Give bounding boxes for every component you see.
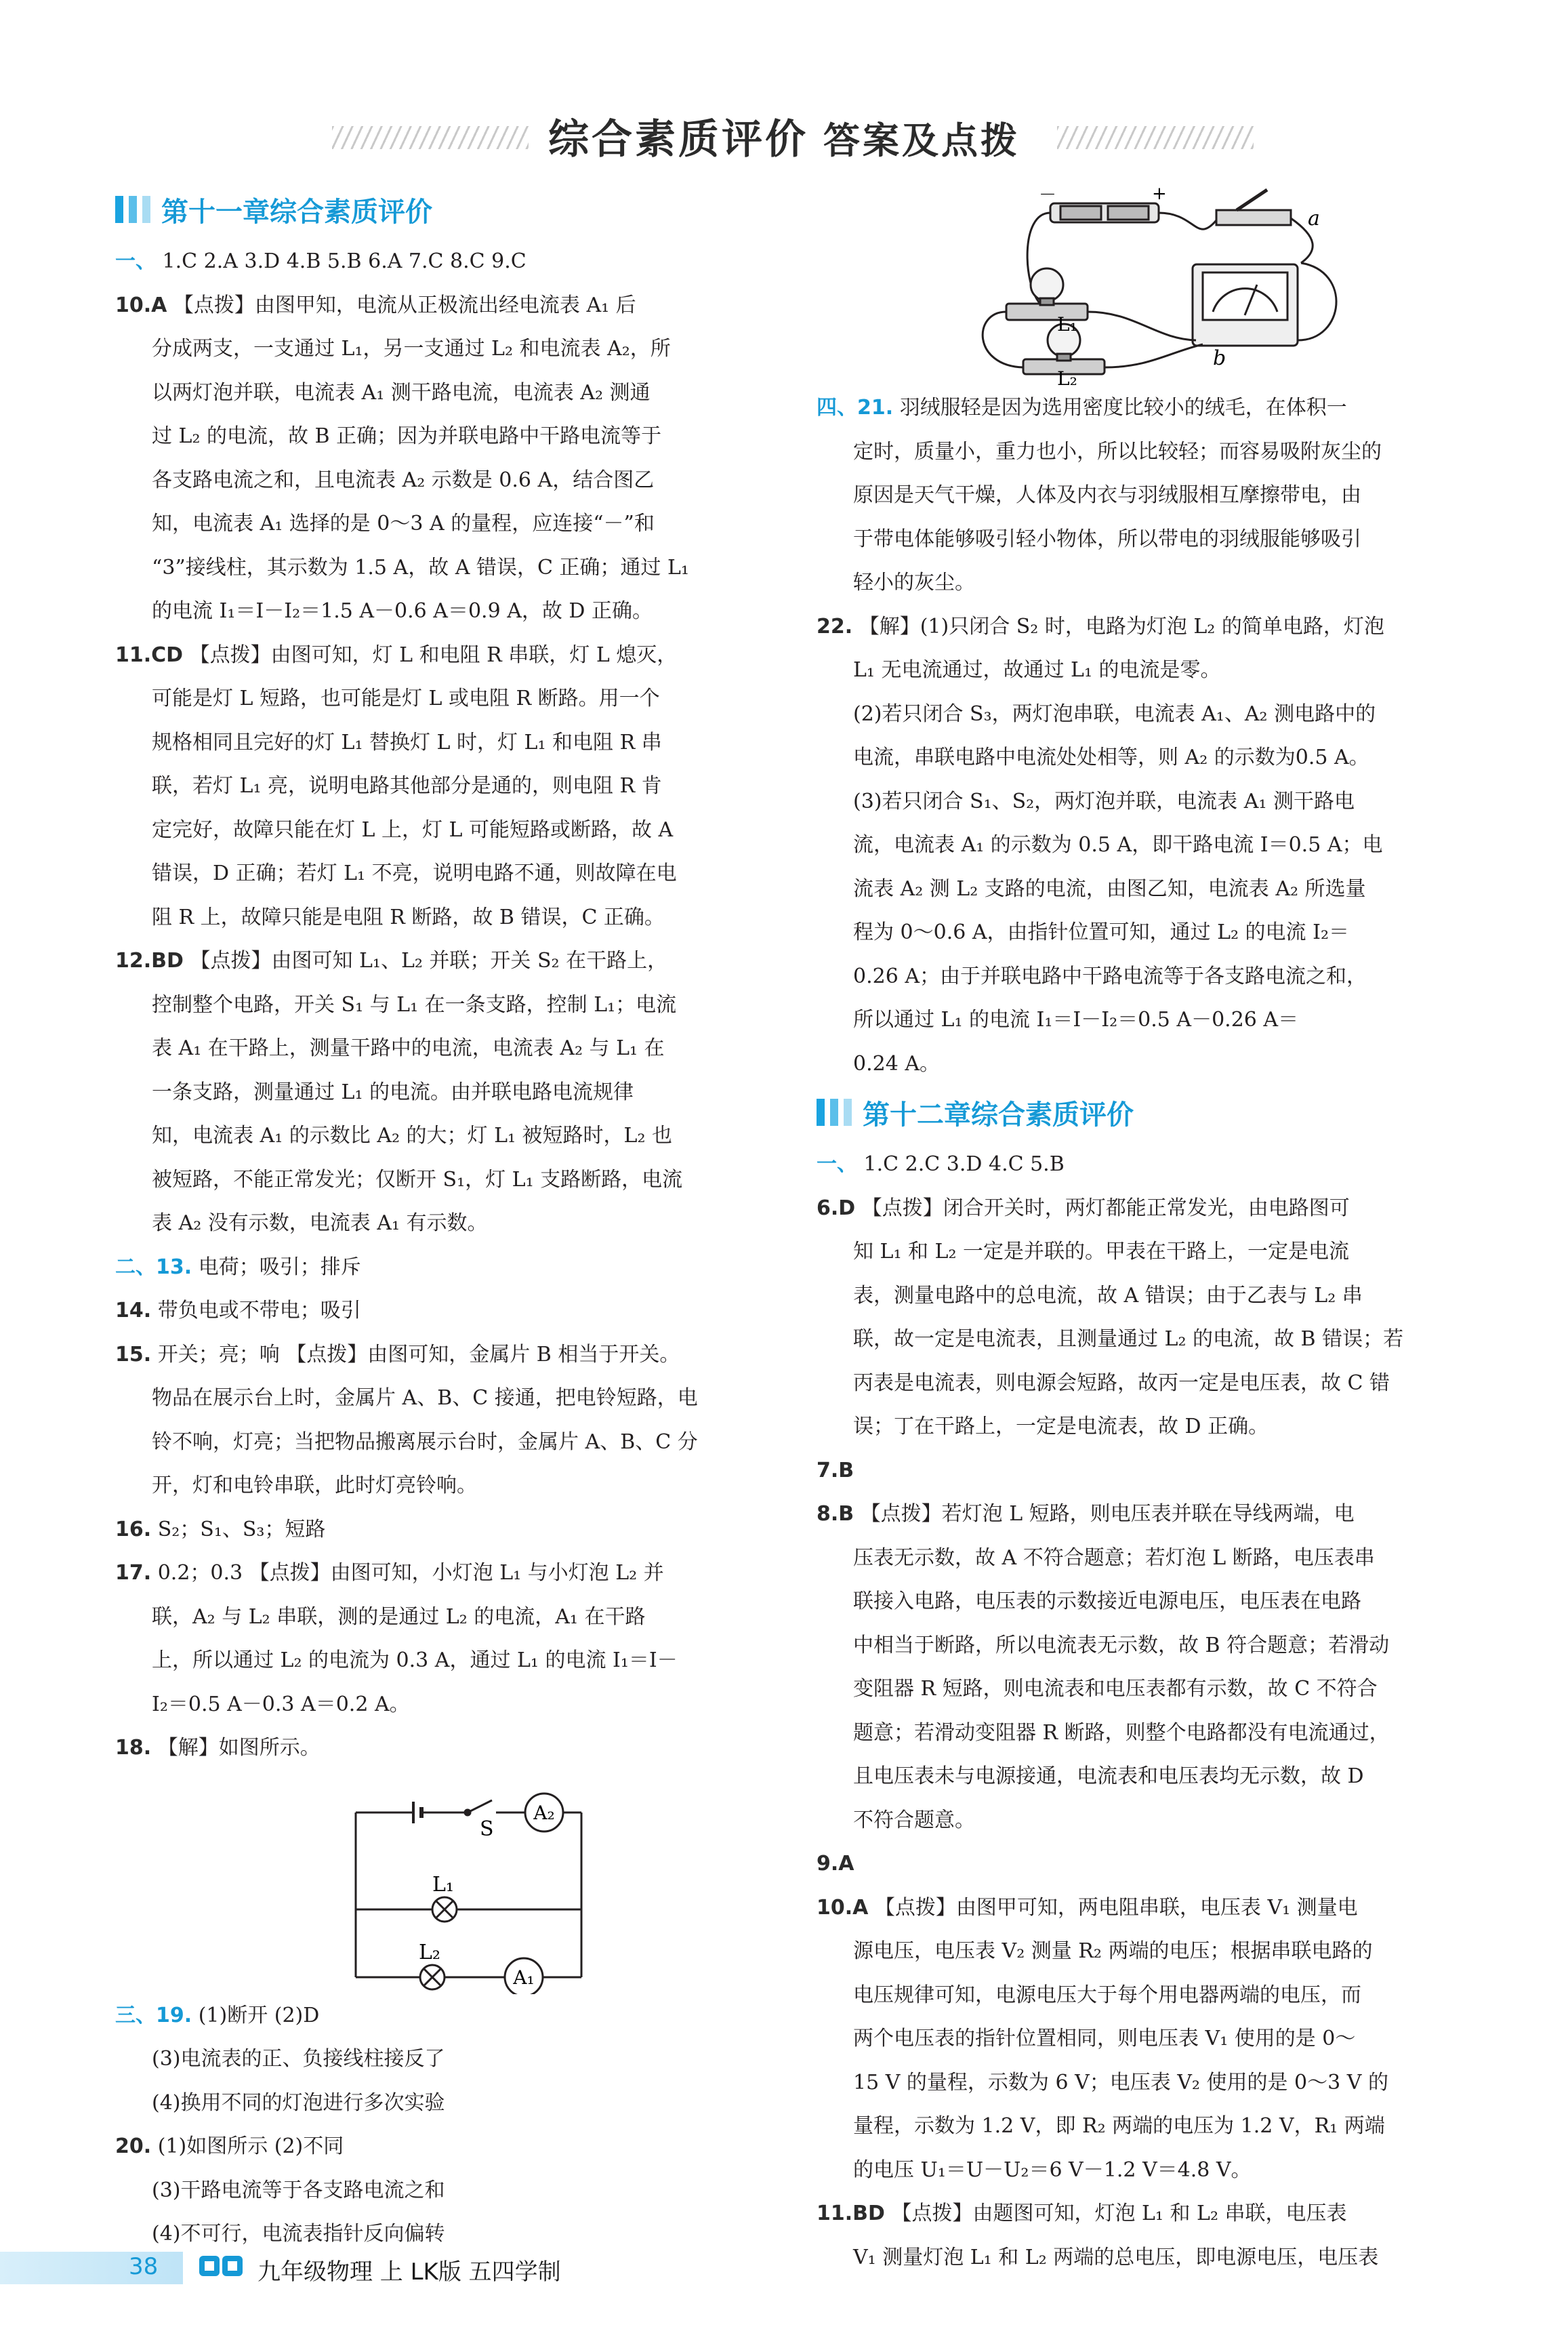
line-text: 定时，质量小，重力也小，所以比较轻；而容易吸附灰尘的 — [853, 439, 1382, 464]
text-line — [817, 649, 1501, 693]
line-text: 【点拨】由题图可知，灯泡 L₁ 和 L₂ 串联，电压表 — [891, 2202, 1347, 2225]
text-line — [115, 765, 800, 809]
text-line — [817, 2061, 1501, 2105]
line-text: 【点拨】由图可知，灯 L 和电阻 R 串联，灯 L 熄灭， — [189, 643, 678, 667]
left-column — [115, 183, 800, 2256]
line-text: 变阻器 R 短路，则电流表和电压表都有示数，故 C 不符合 — [853, 1677, 1378, 1701]
line-text: 定完好，故障只能在灯 L 上，灯 L 可能短路或断路，故 A — [152, 817, 674, 842]
line-text: “3”接线柱，其示数为 1.5 A，故 A 错误，C 正确；通过 L₁ — [152, 555, 689, 580]
text-line — [115, 1202, 800, 1246]
text-line — [115, 1289, 800, 1333]
text-line — [115, 1377, 800, 1421]
line-text: 量程，示数为 1.2 V，即 R₂ 两端的电压为 1.2 V，R₁ 两端 — [853, 2114, 1385, 2138]
line-text: 压表无示数，故 A 不符合题意；若灯泡 L 断路，电压表串 — [853, 1545, 1375, 1570]
line-text: 表 A₁ 在干路上，测量干路中的电流，电流表 A₂ 与 L₁ 在 — [152, 1036, 665, 1060]
line-text: 0.24 A。 — [853, 1051, 940, 1076]
question-number: 一、 — [817, 1152, 857, 1176]
question-number: 18. — [115, 1736, 152, 1760]
line-text: 以两灯泡并联，电流表 A₁ 测干路电流，电流表 A₂ 测通 — [152, 380, 651, 405]
text-line — [115, 721, 800, 765]
text-line — [817, 386, 1501, 430]
text-line — [115, 809, 800, 853]
question-number: 15. — [115, 1342, 152, 1366]
question-number: 10.A — [115, 293, 167, 317]
text-line — [817, 1755, 1501, 1799]
line-text: 表 A₂ 没有示数，电流表 A₁ 有示数。 — [152, 1211, 488, 1235]
text-line — [115, 284, 800, 328]
line-text: 知 L₁ 和 L₂ 一定是并联的。甲表在干路上，一定是电流 — [853, 1240, 1350, 1263]
line-text: 开关；亮；响 【点拨】由图可知，金属片 B 相当于开关。 — [157, 1342, 680, 1366]
line-text: 且电压表未与电源接通，电流表和电压表均无示数，故 D — [853, 1764, 1364, 1788]
text-line — [817, 2105, 1501, 2149]
title-main: 综合素质评价 — [548, 116, 808, 163]
text-line — [115, 590, 800, 634]
text-line — [817, 518, 1501, 562]
text-line — [115, 1464, 800, 1508]
line-text: (1)断开 (2)D — [198, 2003, 320, 2027]
question-number: 6.D — [817, 1196, 856, 1220]
text-line — [115, 240, 800, 284]
text-line — [115, 1071, 800, 1115]
line-text: 【点拨】由图甲知，电流从正极流出经电流表 A₁ 后 — [173, 293, 636, 317]
question-number: 10.A — [817, 1895, 869, 1920]
line-text: 上，所以通过 L₂ 的电流为 0.3 A，通过 L₁ 的电流 I₁＝I－ — [152, 1648, 678, 1672]
label-a1: A₁ — [513, 1966, 535, 1989]
text-line — [817, 2149, 1501, 2193]
circuit-diagram-18 — [115, 1770, 793, 1994]
figure-18-circuit — [115, 1770, 800, 1994]
label-s: S — [480, 1817, 494, 1841]
question-number: 8.B — [817, 1502, 854, 1526]
line-text: 源电压，电压表 V₂ 测量 R₂ 两端的电压；根据串联电路的 — [853, 1939, 1373, 1963]
page-number: 38 — [129, 2253, 159, 2280]
section-bars-icon — [115, 196, 150, 223]
line-text: 分成两支，一支通过 L₁，另一支通过 L₂ 和电流表 A₂，所 — [152, 337, 671, 361]
line-text: 过 L₂ 的电流，故 B 正确；因为并联电路中干路电流等于 — [152, 424, 662, 448]
text-line — [115, 1994, 800, 2038]
line-text: (4)不可行，电流表指针反向偏转 — [152, 2222, 445, 2246]
question-number: 三、19. — [115, 2003, 192, 2027]
text-line — [817, 430, 1501, 474]
text-line — [115, 939, 800, 984]
text-line — [115, 1027, 800, 1071]
label-l2: L₂ — [419, 1940, 440, 1964]
page-footer — [0, 2245, 1568, 2292]
question-number: 9.A — [817, 1852, 854, 1876]
label-b: b — [1213, 346, 1226, 370]
text-line — [115, 327, 800, 371]
question-number: 11.CD — [115, 643, 184, 667]
text-line — [115, 1333, 800, 1377]
line-text: 【解】(1)只闭合 S₂ 时，电路为灯泡 L₂ 的简单电路，灯泡 — [859, 614, 1384, 639]
line-text: 电荷；吸引；排斥 — [198, 1255, 361, 1279]
page-header — [0, 102, 1568, 176]
text-line — [817, 561, 1501, 605]
text-line — [115, 2082, 800, 2126]
text-line — [817, 605, 1501, 649]
text-line — [115, 415, 800, 459]
section-heading-ch11 — [115, 183, 800, 236]
answer-list — [115, 240, 800, 1770]
text-line — [115, 1552, 800, 1596]
line-text: 误；丁在干路上，一定是电流表，故 D 正确。 — [853, 1415, 1269, 1438]
text-line — [115, 1683, 800, 1727]
line-text: 各支路电流之和，且电流表 A₂ 示数是 0.6 A，结合图乙 — [152, 468, 655, 492]
line-text: 开，灯和电铃串联，此时灯亮铃响。 — [152, 1474, 477, 1497]
right-column — [817, 183, 1501, 2280]
line-text: 被短路，不能正常发光；仅断开 S₁，灯 L₁ 支路断路，电流 — [152, 1167, 683, 1192]
line-text: 控制整个电路，开关 S₁ 与 L₁ 在一条支路，控制 L₁；电流 — [152, 992, 677, 1017]
line-text: 【解】如图所示。 — [157, 1736, 321, 1760]
line-text: 0.26 A；由于并联电路中干路电流等于各支路电流之和， — [853, 964, 1367, 988]
figure-20-physical-circuit — [817, 183, 1501, 386]
line-text: 联接入电路，电压表的示数接近电源电压，电压表在电路 — [853, 1589, 1361, 1613]
text-line — [115, 896, 800, 940]
text-line — [115, 2038, 800, 2082]
label-a: a — [1308, 207, 1320, 230]
text-line — [817, 780, 1501, 824]
text-line — [115, 2169, 800, 2213]
question-number: 17. — [115, 1561, 152, 1585]
line-text: L₁ 无电流通过，故通过 L₁ 的电流是零。 — [853, 658, 1221, 682]
text-line — [817, 1274, 1501, 1318]
line-text: 电流，串联电路中电流处处相等，则 A₂ 的示数为0.5 A。 — [853, 746, 1369, 769]
line-text: (4)换用不同的灯泡进行多次实验 — [152, 2090, 445, 2115]
line-text: 可能是灯 L 短路，也可能是灯 L 或电阻 R 断路。用一个 — [152, 687, 660, 710]
answer-list-4 — [817, 1143, 1501, 2280]
text-line — [817, 1886, 1501, 1930]
line-text: 流，电流表 A₁ 的示数为 0.5 A，即干路电流 I＝0.5 A；电 — [853, 833, 1383, 857]
line-text: 轻小的灰尘。 — [853, 571, 975, 594]
line-text: (3)若只闭合 S₁、S₂，两灯泡并联，电流表 A₁ 测干路电 — [853, 789, 1355, 813]
line-text: 阻 R 上，故障只能是电阻 R 断路，故 B 错误，C 正确。 — [152, 905, 665, 929]
text-line — [817, 955, 1501, 999]
section-bars-icon — [817, 1099, 852, 1126]
text-line — [115, 1726, 800, 1770]
text-line — [817, 1318, 1501, 1362]
line-text: 题意；若滑动变阻器 R 断路，则整个电路都没有电流通过， — [853, 1720, 1390, 1745]
line-text: 【点拨】由图甲可知，两电阻串联，电压表 V₁ 测量电 — [874, 1895, 1358, 1920]
text-line — [115, 852, 800, 896]
question-number: 二、13. — [115, 1255, 192, 1279]
label-l2-photo: L₂ — [1057, 367, 1077, 386]
line-text: 物品在展示台上时，金属片 A、B、C 接通，把电铃短路，电 — [152, 1386, 698, 1410]
text-line — [115, 1508, 800, 1552]
text-line — [115, 459, 800, 503]
question-number: 7.B — [817, 1458, 854, 1482]
line-text: (1)如图所示 (2)不同 — [157, 2134, 344, 2158]
line-text: 联，A₂ 与 L₂ 串联，测的是通过 L₂ 的电流，A₁ 在干路 — [152, 1604, 646, 1629]
line-text: 流表 A₂ 测 L₂ 支路的电流，由图乙知，电流表 A₂ 所选量 — [853, 876, 1366, 901]
line-text: 联，故一定是电流表，且测量通过 L₂ 的电流，故 B 错误；若 — [853, 1327, 1404, 1351]
text-line — [115, 502, 800, 546]
text-line — [817, 693, 1501, 737]
text-line — [115, 2125, 800, 2169]
question-number: 12.BD — [115, 949, 184, 973]
text-line — [115, 1596, 800, 1640]
text-line — [817, 1537, 1501, 1581]
text-line — [817, 2192, 1501, 2236]
line-text: 规格相同且完好的灯 L₁ 替换灯 L 时，灯 L₁ 和电阻 R 串 — [152, 730, 662, 754]
text-line — [115, 1114, 800, 1158]
line-text: (3)电流表的正、负接线柱接反了 — [152, 2047, 445, 2071]
section-title: 第十二章综合素质评价 — [863, 1099, 1134, 1131]
question-number: 一、 — [115, 249, 156, 273]
text-line — [115, 371, 800, 416]
line-text: S₂；S₁、S₃；短路 — [157, 1517, 326, 1541]
text-line — [817, 1930, 1501, 1974]
physical-circuit-diagram — [817, 183, 1494, 386]
line-text: 程为 0～0.6 A，由指针位置可知，通过 L₂ 的电流 I₂＝ — [853, 920, 1349, 944]
page-title — [0, 107, 1568, 165]
text-line — [115, 1158, 800, 1202]
text-line — [817, 2017, 1501, 2061]
text-line — [817, 1143, 1501, 1187]
text-line — [817, 1362, 1501, 1406]
label-l1-photo: L₁ — [1057, 313, 1077, 336]
text-line — [817, 1230, 1501, 1274]
line-text: 0.2；0.3 【点拨】由图可知，小灯泡 L₁ 与小灯泡 L₂ 并 — [157, 1561, 664, 1585]
book-title: 九年级物理 上 LK版 五四学制 — [257, 2259, 561, 2286]
publisher-logo-icon — [197, 2249, 247, 2283]
text-line — [817, 1799, 1501, 1843]
line-text: (2)若只闭合 S₃，两灯泡串联，电流表 A₁、A₂ 测电路中的 — [853, 702, 1376, 726]
line-text: 知，电流表 A₁ 选择的是 0～3 A 的量程，应连接“－”和 — [152, 512, 655, 535]
line-text: 原因是天气干燥，人体及内衣与羽绒服相互摩擦带电，由 — [853, 483, 1361, 507]
text-line — [817, 1580, 1501, 1624]
line-text: 1.C 2.A 3.D 4.B 5.B 6.A 7.C 8.C 9.C — [162, 249, 527, 273]
line-text: 知，电流表 A₁ 的示数比 A₂ 的大；灯 L₁ 被短路时，L₂ 也 — [152, 1124, 673, 1148]
text-line — [817, 1187, 1501, 1231]
text-line — [817, 1493, 1501, 1537]
line-text: 1.C 2.C 3.D 4.C 5.B — [863, 1152, 1065, 1176]
answer-list-3 — [817, 386, 1501, 1086]
question-number: 20. — [115, 2134, 152, 2158]
text-line — [115, 1421, 800, 1465]
text-line — [115, 546, 800, 590]
text-line — [115, 1639, 800, 1683]
line-text: 所以通过 L₁ 的电流 I₁＝I－I₂＝0.5 A－0.26 A＝ — [853, 1008, 1299, 1032]
line-text: 电压规律可知，电源电压大于每个用电器两端的电压，而 — [853, 1983, 1361, 2007]
label-a2: A₂ — [533, 1801, 555, 1824]
line-text: 于带电体能够吸引轻小物体，所以带电的羽绒服能够吸引 — [853, 527, 1361, 551]
line-text: 两个电压表的指针位置相同，则电压表 V₁ 使用的是 0～ — [853, 2027, 1356, 2050]
text-line — [817, 1842, 1501, 1886]
question-number: 14. — [115, 1299, 152, 1322]
text-line — [115, 984, 800, 1028]
text-line — [115, 634, 800, 678]
text-line — [817, 736, 1501, 780]
line-text: 羽绒服轻是因为选用密度比较小的绒毛，在体积一 — [899, 396, 1347, 420]
line-text: 带负电或不带电；吸引 — [157, 1299, 361, 1322]
question-number: 四、21. — [817, 396, 894, 420]
text-line — [817, 474, 1501, 518]
line-text: 表，测量电路中的总电流，故 A 错误；由于乙表与 L₂ 串 — [853, 1283, 1363, 1308]
text-line — [817, 998, 1501, 1042]
line-text: 的电压 U₁＝U－U₂＝6 V－1.2 V＝4.8 V。 — [853, 2158, 1252, 2182]
text-line — [817, 1624, 1501, 1668]
label-plus: + — [1152, 184, 1167, 204]
answer-list-2 — [115, 1994, 800, 2256]
text-line — [817, 1405, 1501, 1449]
text-line — [115, 677, 800, 721]
section-heading-ch12 — [817, 1086, 1501, 1139]
text-line — [115, 1246, 800, 1290]
line-text: 铃不响，灯亮；当把物品搬离展示台时，金属片 A、B、C 分 — [152, 1430, 698, 1454]
line-text: 不符合题意。 — [853, 1808, 975, 1832]
line-text: 错误，D 正确；若灯 L₁ 不亮，说明电路不通，则故障在电 — [152, 862, 677, 885]
question-number: 16. — [115, 1517, 152, 1541]
text-line — [817, 824, 1501, 868]
line-text: 中相当于断路，所以电流表无示数，故 B 符合题意；若滑动 — [853, 1633, 1390, 1657]
text-line — [817, 911, 1501, 955]
label-l1: L₁ — [432, 1872, 454, 1897]
title-sub: 答案及点拨 — [823, 119, 1020, 162]
text-line — [817, 1042, 1501, 1087]
line-text: I₂＝0.5 A－0.3 A＝0.2 A。 — [152, 1692, 410, 1716]
text-line — [817, 1449, 1501, 1493]
line-text: (3)干路电流等于各支路电流之和 — [152, 2178, 445, 2202]
line-text: 的电流 I₁＝I－I₂＝1.5 A－0.6 A＝0.9 A，故 D 正确。 — [152, 599, 653, 623]
question-number: 22. — [817, 614, 853, 639]
section-title: 第十一章综合素质评价 — [161, 196, 432, 228]
line-text: 【点拨】闭合开关时，两灯都能正常发光，由电路图可 — [861, 1196, 1350, 1220]
line-text: 15 V 的量程，示数为 6 V；电压表 V₂ 使用的是 0～3 V 的 — [853, 2070, 1388, 2094]
line-text: 联，若灯 L₁ 亮，说明电路其他部分是通的，则电阻 R 肯 — [152, 774, 662, 798]
text-line — [817, 1667, 1501, 1712]
line-text: V₁ 测量灯泡 L₁ 和 L₂ 两端的总电压，即电源电压，电压表 — [853, 2245, 1379, 2269]
question-number: 11.BD — [817, 2202, 885, 2225]
text-line — [817, 1974, 1501, 2018]
label-minus: － — [1039, 185, 1057, 205]
line-text: 【点拨】由图可知 L₁、L₂ 并联；开关 S₂ 在干路上， — [190, 949, 668, 973]
line-text: 【点拨】若灯泡 L 短路，则电压表并联在导线两端，电 — [860, 1502, 1355, 1526]
text-line — [817, 868, 1501, 912]
line-text: 一条支路，测量通过 L₁ 的电流。由并联电路电流规律 — [152, 1080, 634, 1104]
text-line — [817, 1712, 1501, 1756]
line-text: 丙表是电流表，则电源会短路，故丙一定是电压表，故 C 错 — [853, 1371, 1390, 1395]
